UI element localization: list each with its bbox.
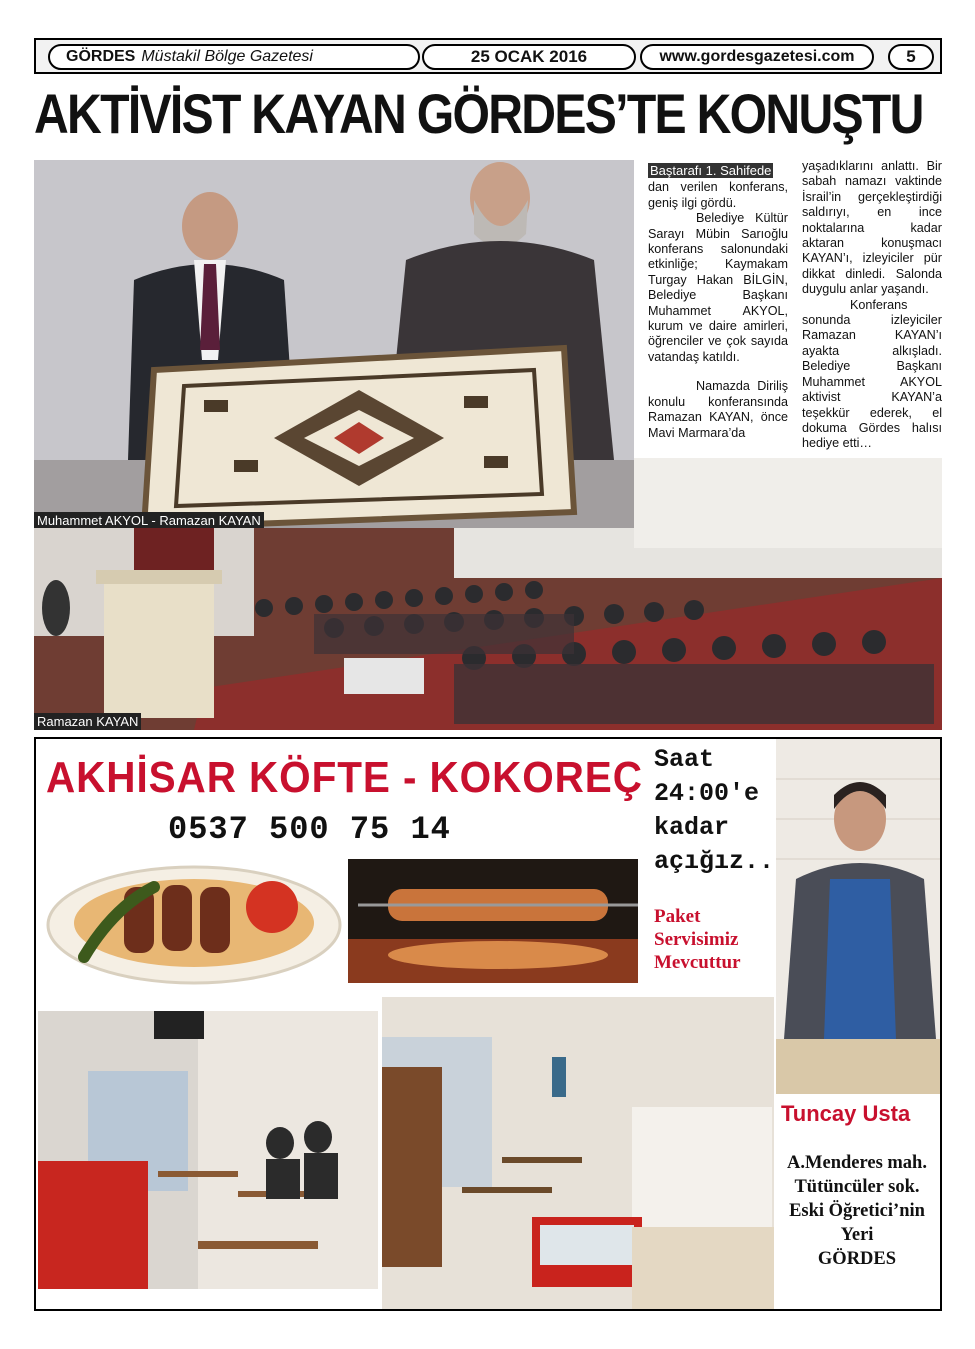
delivery-line: Paket <box>654 906 701 927</box>
address-line: Eski Öğretici’nin <box>789 1201 925 1221</box>
col1-paragraph: dan verilen konferans, geniş ilgi gördü. <box>648 180 788 210</box>
continued-from-label: Baştarafı 1. Sahifede <box>650 163 772 178</box>
chef-photo <box>776 739 942 1094</box>
photo1-caption: Muhammet AKYOL - Ramazan KAYAN <box>34 512 264 528</box>
col1-paragraph: Belediye Kültür Sarayı Mübin Sarıoğlu konferans salonundaki etkinliğe; Kaymakam Turgay Hakan BİLGİN, Belediye Başkanı Muhammet AKYOL, kurum ve daire amirleri, öğrenciler ve çok sayıda vatandaş katıldı. <box>648 211 788 364</box>
col2-paragraph: Konferans sonunda izleyiciler Ramazan KAYAN’ı ayakta alkışladı. Belediye Başkanı Muhammet AKYOL aktivist KAYAN’a teşekkür ederek, el dokuma Gördes halısı hediye etti… <box>802 297 942 451</box>
page-header <box>34 38 942 74</box>
col2-paragraph: yaşadıklarını anlattı. Bir sabah namazı vaktinde İsrail’in gerçekleştirdiği saldırıyı, en ince noktalarına kadar aktaran konuşmacı KAYAN’ı, izleyiciler pür dikkat dinledi. Salonda duygulu anlar yaşandı. <box>802 159 942 297</box>
website-link[interactable]: www.gordesgazetesi.com <box>640 44 874 70</box>
restaurant-advertisement <box>34 737 942 1311</box>
address-line: Tütüncüler sok. <box>794 1177 920 1197</box>
restaurant-counter-photo <box>382 997 774 1311</box>
article-column-1 <box>648 163 788 441</box>
ad-chef-name: Tuncay Usta <box>781 1101 911 1126</box>
carpet <box>144 348 574 528</box>
col1-paragraph: Namazda Diriliş konulu konferansında Ramazan KAYAN, önce Mavi Marmara’da <box>648 379 788 440</box>
paper-subtitle: Müstakil Bölge Gazetesi <box>141 48 313 65</box>
delivery-line: Servisimiz <box>654 929 739 950</box>
address-line: Yeri <box>840 1225 874 1245</box>
delivery-line: Mevcuttur <box>654 952 741 973</box>
article-column-2 <box>802 159 942 452</box>
issue-date: 25 OCAK 2016 <box>422 44 636 70</box>
photo2-caption: Ramazan KAYAN <box>34 713 141 730</box>
ad-restaurant-name: AKHİSAR KÖFTE - KOKOREÇ <box>46 753 643 802</box>
kofte-plate-image <box>44 857 344 987</box>
address-line: A.Menderes mah. <box>787 1153 927 1173</box>
ad-phone-number: 0537 500 75 14 <box>168 811 451 848</box>
page-number: 5 <box>888 44 934 70</box>
restaurant-interior-photo <box>38 1011 378 1289</box>
carpet-presentation-photo <box>34 160 634 528</box>
kokorec-grill-image <box>348 859 638 983</box>
paper-name-pill <box>48 44 420 70</box>
ad-delivery-notice <box>654 905 741 974</box>
ad-opening-hours: Saat 24:00'e kadar açığız.. <box>654 745 775 876</box>
article-headline: AKTİVİST KAYAN GÖRDES’TE KONUŞTU <box>34 82 923 145</box>
paper-name: GÖRDES <box>66 48 136 65</box>
carpet-presentation-illustration <box>34 160 634 528</box>
address-line: GÖRDES <box>817 1249 897 1269</box>
ad-address <box>773 1151 941 1271</box>
